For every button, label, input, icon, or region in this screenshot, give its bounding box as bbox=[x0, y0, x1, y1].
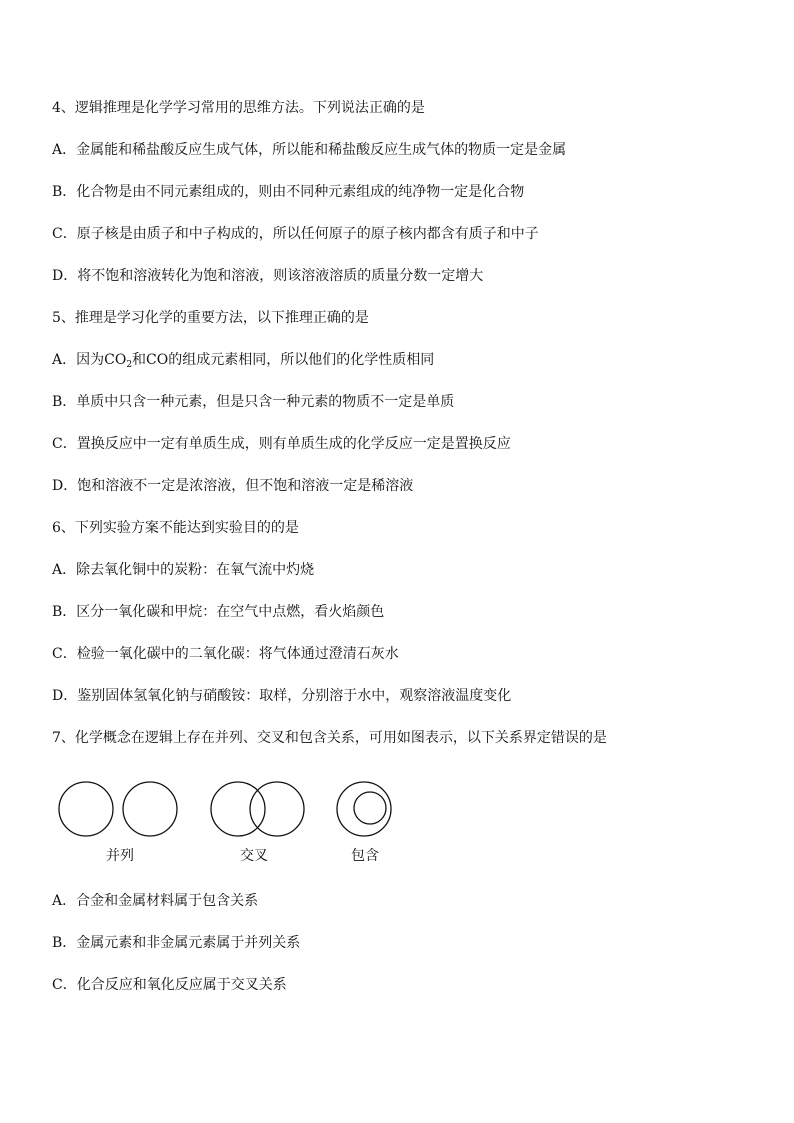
question-5-option-b: B．单质中只含一种元素，但是只含一种元素的物质不一定是单质 bbox=[52, 394, 455, 410]
label-parallel: 并列 bbox=[106, 848, 134, 864]
intersect-circle-right bbox=[250, 782, 304, 836]
co2-subscript: 2 bbox=[126, 360, 133, 370]
question-4-option-c: C．原子核是由质子和中子构成的，所以任何原子的原子核内都含有质子和中子 bbox=[52, 226, 539, 242]
question-7-option-a: A．合金和金属材料属于包含关系 bbox=[52, 893, 259, 909]
question-6-option-a: A．除去氧化铜中的炭粉：在氧气流中灼烧 bbox=[52, 562, 315, 578]
question-5-option-a bbox=[52, 351, 434, 369]
contain-circle-inner bbox=[354, 792, 386, 824]
question-6-option-b: B．区分一氧化碳和甲烷：在空气中点燃，看火焰颜色 bbox=[52, 604, 385, 620]
question-4-option-b: B．化合物是由不同元素组成的，则由不同种元素组成的纯净物一定是化合物 bbox=[52, 184, 525, 200]
contain-circle-outer bbox=[337, 782, 391, 836]
parallel-circle-left bbox=[59, 782, 113, 836]
parallel-circle-right bbox=[123, 782, 177, 836]
question-4-stem: 4、逻辑推理是化学学习常用的思维方法。下列说法正确的是 bbox=[52, 100, 425, 116]
label-intersect: 交叉 bbox=[240, 848, 268, 864]
question-4-option-a: A．金属能和稀盐酸反应生成气体，所以能和稀盐酸反应生成气体的物质一定是金属 bbox=[52, 142, 567, 158]
question-6-option-d: D．鉴别固体氢氧化钠与硝酸铵：取样，分别溶于水中，观察溶液温度变化 bbox=[52, 688, 512, 704]
question-5-option-c: C．置换反应中一定有单质生成，则有单质生成的化学反应一定是置换反应 bbox=[52, 436, 511, 452]
question-7-option-b: B．金属元素和非金属元素属于并列关系 bbox=[52, 935, 301, 951]
question-6-stem: 6、下列实验方案不能达到实验目的的是 bbox=[52, 520, 299, 536]
question-5-option-d: D．饱和溶液不一定是浓溶液，但不饱和溶液一定是稀溶液 bbox=[52, 478, 414, 494]
question-5-stem: 5、推理是学习化学的重要方法，以下推理正确的是 bbox=[52, 310, 369, 326]
label-contain: 包含 bbox=[351, 848, 379, 864]
question-7-option-c: C．化合反应和氧化反应属于交叉关系 bbox=[52, 977, 287, 993]
option-a-suffix: 和CO的组成元素相同，所以他们的化学性质相同 bbox=[132, 352, 435, 368]
relationship-diagram bbox=[40, 770, 410, 870]
question-7-stem: 7、化学概念在逻辑上存在并列、交叉和包含关系，可用如图表示，以下关系界定错误的是 bbox=[52, 730, 607, 746]
question-4-option-d: D．将不饱和溶液转化为饱和溶液，则该溶液溶质的质量分数一定增大 bbox=[52, 268, 484, 284]
option-a-prefix: A．因为CO bbox=[52, 352, 127, 368]
question-6-option-c: C．检验一氧化碳中的二氧化碳：将气体通过澄清石灰水 bbox=[52, 646, 399, 662]
